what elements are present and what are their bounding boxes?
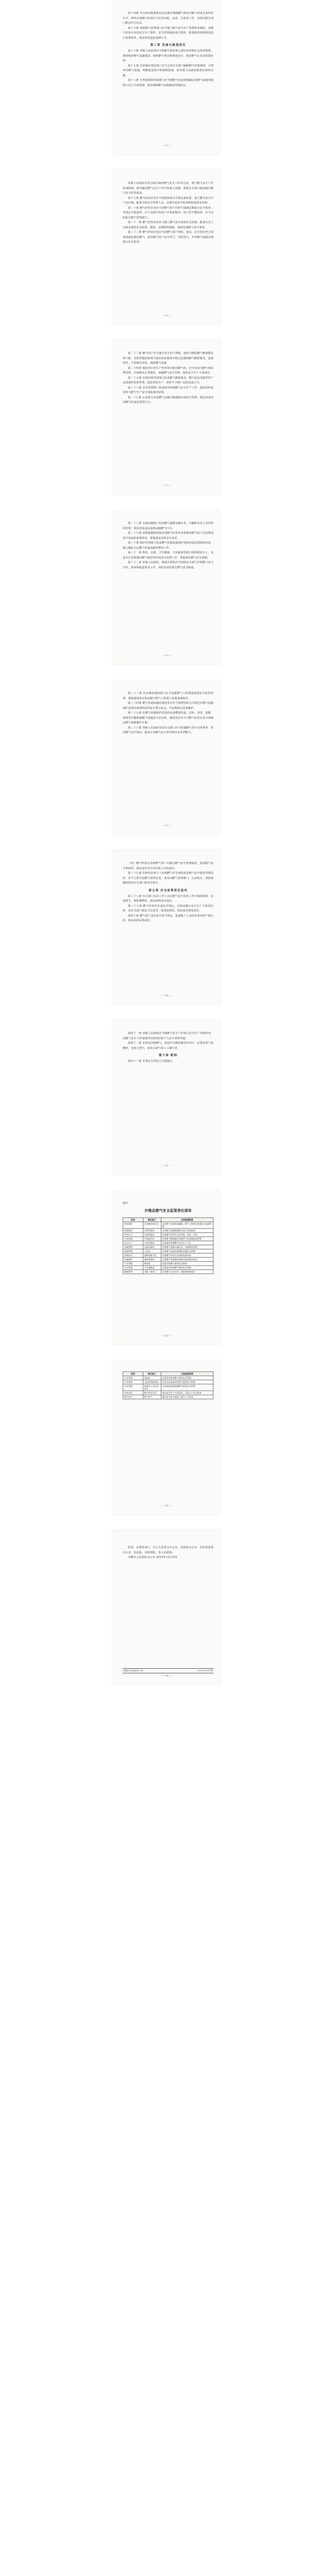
table-title: 沙雅县燃气安全监管责任清单 bbox=[144, 1208, 192, 1213]
table-cell: 运输管理 bbox=[123, 1245, 143, 1249]
column-header: 责任部门 bbox=[143, 1218, 161, 1222]
table-cell: 住房城乡建设局 bbox=[143, 1222, 161, 1229]
document-page bbox=[112, 680, 221, 835]
table-cell: 行业管理 bbox=[123, 1262, 143, 1266]
table-row bbox=[123, 1391, 213, 1395]
table-cell: 行业管理 bbox=[123, 1266, 143, 1270]
table-cell: 商务和工业信息化局 bbox=[143, 1384, 161, 1391]
paragraph: 第二十五条 市场监督管理部门负责燃气燃烧器具、燃气用具及配件等产品质量的监督管理，依法查处生产、销售不合格产品的违法行为。 bbox=[123, 376, 213, 384]
paragraph: 第二十七条 公安机关负责燃气运输车辆道路交通安全管理，依法查处涉及燃气的违法犯罪行为。 bbox=[123, 396, 213, 404]
table-cell: 负责医疗机构燃气使用安全管理 bbox=[161, 1266, 213, 1270]
table-cell: 负责指导协调燃气安全生产工作 bbox=[161, 1241, 213, 1245]
table-row bbox=[123, 1262, 213, 1266]
column-header: 类别 bbox=[123, 1372, 143, 1376]
table-cell: 规划建设 bbox=[123, 1222, 143, 1229]
page-number: — 11 — bbox=[161, 1164, 172, 1167]
table-cell: 行业管理 bbox=[123, 1376, 143, 1380]
table-cell: 负责燃气安全宣传、隐患排查和报告 bbox=[161, 1270, 213, 1274]
document-page bbox=[112, 340, 221, 495]
table-cell: 公安局 bbox=[143, 1249, 161, 1253]
table-row bbox=[123, 1222, 213, 1229]
document-page bbox=[112, 1020, 221, 1175]
table-cell: 负责养老机构燃气使用安全管理 bbox=[161, 1376, 213, 1380]
table-cell: 负责燃气经营企业消防监督检查 bbox=[161, 1253, 213, 1258]
colophon-bar bbox=[123, 1668, 213, 1673]
page-number: — 13 — bbox=[161, 1504, 172, 1507]
paragraph: 第四十条 燃气用户违反安全用气规定，造成他人人身伤害或者财产损失的，依法承担民事责任。 bbox=[123, 914, 213, 922]
footnote: 抄送：县委各部门，县人大常委会办公室，县政协办公室，县纪委监委办公室，县法院，县检察院，各人民团体。 bbox=[123, 1546, 213, 1554]
table-row bbox=[123, 1384, 213, 1391]
document-page bbox=[112, 0, 221, 155]
table-header-row bbox=[123, 1372, 213, 1376]
table-cell: 负责燃气运输车辆道路交通安全管理 bbox=[161, 1249, 213, 1253]
paragraph: 第二十一条 燃气经营企业应当建立燃气安全事故应急预案，配备应急人员和必要的应急装备、器材，定期组织演练，及时处置燃气安全事故。 bbox=[123, 221, 213, 229]
table-cell: 城市管理局 bbox=[143, 1258, 161, 1262]
document-page bbox=[112, 1190, 221, 1345]
paragraph: 第四十三条 本规定自印发之日起施行。 bbox=[128, 1060, 175, 1063]
table-cell: 市场监管局 bbox=[143, 1237, 161, 1241]
column-header: 责任部门 bbox=[143, 1372, 161, 1376]
responsibility-table bbox=[123, 1371, 213, 1399]
table-cell: 消防救援大队 bbox=[143, 1253, 161, 1258]
footnote: 沙雅县人民政府办公室 2023年12月印发 bbox=[128, 1556, 178, 1559]
table-row bbox=[123, 1270, 213, 1274]
table-cell: 卫生健康委 bbox=[143, 1266, 161, 1270]
table-cell: 行业管理 bbox=[123, 1380, 143, 1384]
chapter-heading: 第六章 附则 bbox=[159, 1054, 177, 1057]
table-cell: 民政局 bbox=[143, 1376, 161, 1380]
table-row bbox=[123, 1380, 213, 1384]
table-cell: 文化体育旅游局 bbox=[143, 1380, 161, 1384]
table-cell: 落实安全生产主体责任，开展入户安全检查 bbox=[161, 1391, 213, 1395]
paragraph: 第二十四条 餐饮等行业生产经营单位使用燃气的，应当安装可燃气体报警装置，并保障其正常使用，加强燃气安全管理，落实安全生产主体责任。 bbox=[123, 366, 213, 375]
paragraph: 第二十条 燃气经营企业应当对燃气用户的用气设施定期进行安全检查，发现安全隐患的，应当书面告知用户并督促整改；用户拒不整改的，应当及时报告燃气管理部门。 bbox=[123, 206, 213, 219]
paragraph: 第三十六条 各级人民政府及其有关部门应当加强燃气安全宣传教育，普及燃气安全知识，提高公众燃气安全意识和应急处置能力。 bbox=[123, 726, 213, 734]
document-page bbox=[112, 850, 221, 1005]
chapter-heading: 第五章 安全监管责任追究 bbox=[148, 889, 188, 892]
table-row bbox=[123, 1233, 213, 1237]
document-page bbox=[112, 1360, 221, 1515]
table-cell: 燃气用户 bbox=[143, 1395, 161, 1399]
table-row bbox=[123, 1245, 213, 1249]
table-cell: 行政审批局 bbox=[143, 1233, 161, 1237]
paragraph: 第四十二条 本规定所称燃气，是指作为燃料使用并符合一定要求的气体燃料，包括天然气、液化石油气和人工煤气等。 bbox=[123, 1042, 213, 1050]
paragraph: 第三十五条 在燃气设施保护范围内从事敷设管道、打桩、顶进、挖掘、钻探等可能影响燃气设施安全活动的，建设单位应当与燃气经营企业共同制定燃气设施保护方案。 bbox=[123, 711, 213, 724]
issue-date: 2023年12月印发 bbox=[197, 1669, 213, 1672]
paragraph: 第三十八条 有关部门及其工作人员在燃气安全监管工作中滥用职权、玩忽职守、徇私舞弊的，依法依规追究责任。 bbox=[123, 894, 213, 903]
table-cell: 交通运输局 bbox=[143, 1245, 161, 1249]
page-number: — 8 — bbox=[162, 654, 171, 657]
page-number: — 14 — bbox=[161, 1674, 172, 1677]
paragraph: 第十五条 各级燃气管理部门应当建立燃气安全生产监督检查制度，对燃气经营企业的安全生产条件、安全管理制度执行情况、隐患排查治理情况进行监督检查，依法查处违法违规行为。 bbox=[123, 26, 213, 40]
table-cell: 负责燃气燃烧器具及配件产品质量监督管理 bbox=[161, 1237, 213, 1241]
table-cell: 经营企业 bbox=[123, 1391, 143, 1395]
table-cell: 安全生产 bbox=[123, 1241, 143, 1245]
page-number: — 6 — bbox=[162, 314, 171, 317]
page-number: — 12 — bbox=[161, 1334, 172, 1337]
table-cell: 燃气经营企业 bbox=[143, 1391, 161, 1395]
table-cell: 教育局 bbox=[143, 1262, 161, 1266]
column-header: 类别 bbox=[123, 1218, 143, 1222]
page-number: — 7 — bbox=[162, 484, 171, 487]
paragraph: 第三十七条 任何单位和个人发现燃气安全事故或者燃气安全隐患等情况的，应当立即告知燃气经营企业，或者向燃气管理部门、公安机关、消防救援机构等有关部门和单位报告。 bbox=[123, 872, 213, 885]
paragraph: 第三十条 城市管理部门负责燃气管道设施保护范围内违法建设的查处，配合做好占压燃气管道设施的整治工作。 bbox=[123, 541, 213, 550]
table-cell: 自然资源局 bbox=[143, 1229, 161, 1233]
table-row bbox=[123, 1395, 213, 1399]
table-cell: 规划建设 bbox=[123, 1229, 143, 1233]
table-row bbox=[123, 1376, 213, 1380]
paragraph: 第二十九条 消防救援机构依法对燃气经营企业和使用燃气的人员密集场所开展消防监督检查，督促落实消防安全责任。 bbox=[123, 532, 213, 540]
table-cell: 负责燃气设施用地纳入国土空间规划 bbox=[161, 1229, 213, 1233]
paragraph: 第四十一条 各级人民政府应当将燃气安全工作纳入安全生产考核内容，对燃气安全工作成绩突出的单位和个人给予表彰奖励。 bbox=[123, 1032, 213, 1040]
table-row bbox=[123, 1241, 213, 1245]
paragraph: 第三十一条 教育、民政、卫生健康、文化旅游等部门按照职责分工，负责本行业领域内燃气使用单位的安全管理工作，督促落实燃气安全措施。 bbox=[123, 551, 213, 560]
table-row bbox=[123, 1249, 213, 1253]
table-cell: 负责学校燃气使用安全管理 bbox=[161, 1262, 213, 1266]
table-cell: 消防安全 bbox=[123, 1253, 143, 1258]
table-cell: 设施保护 bbox=[123, 1258, 143, 1262]
document-page bbox=[112, 1530, 221, 1685]
column-header: 主要监管职责 bbox=[161, 1218, 213, 1222]
responsibility-table bbox=[123, 1217, 213, 1274]
paragraph: 第十四条 市行政审批服务局负责落实城镇燃气和农村燃气供应企业经营许可，组织开展燃气经营许可证的审批、变更、注销等工作，及时向相关部门推送许可信息。 bbox=[123, 12, 213, 25]
paragraph: 第三十三条 住房城乡建设部门应当加强燃气工程建设质量安全监督管理，督促建设单位依法履行燃气工程竣工验收备案程序。 bbox=[123, 692, 213, 700]
page-number: — 5 — bbox=[162, 144, 171, 147]
table-row bbox=[123, 1229, 213, 1233]
table-cell: 应急管理局 bbox=[143, 1241, 161, 1245]
table-cell: 燃气用户 bbox=[123, 1395, 143, 1399]
table-cell: 行业管理 bbox=[123, 1384, 143, 1391]
chapter-heading: 第三章 发展与规划责任 bbox=[150, 44, 186, 47]
table-cell: 负责文化旅游场所燃气使用安全管理 bbox=[161, 1380, 213, 1384]
page-number: — 9 — bbox=[162, 824, 171, 827]
table-cell: 负责燃气道路运输企业、车辆资质管理 bbox=[161, 1245, 213, 1249]
paragraph: 第三十九条 燃气经营企业违反本规定，未依法履行安全生产主体责任的，由有关部门依法予以处罚；构成犯罪的，依法追究刑事责任。 bbox=[123, 904, 213, 912]
paragraph: 第三十四条 燃气管道设施的建设单位应当按照国家有关规定在燃气设施保护范围内设置明显的安全警示标志，并定期进行巡查维护。 bbox=[123, 702, 213, 710]
table-cell: 产品质量 bbox=[123, 1237, 143, 1241]
paragraph: 第三十二条 乡镇人民政府、街道办事处应当协助有关部门开展燃气安全宣传、检查和隐患排查工作，及时发现并报告燃气安全隐患。 bbox=[123, 561, 213, 569]
paragraph: （四）燃气经营企业和燃气用户未履行燃气安全管理职责，造成燃气安全事故的，依法追究有关单位和人员的责任。 bbox=[123, 862, 213, 870]
table-header-row bbox=[123, 1218, 213, 1222]
table-row bbox=[123, 1258, 213, 1262]
paragraph: 第十六条 各级人民政府应当将燃气事业纳入国民经济和社会发展规划，统筹城乡燃气设施建设，保障燃气供应和使用安全，推动燃气行业高质量发展。 bbox=[123, 49, 213, 62]
paragraph: 第二十三条 燃气用户应当遵守安全用气规则，使用合格的燃气燃烧器具和气瓶，及时更换国家明令淘汰或者使用年限已届满的燃气燃烧器具、连接管等，不得擅自改装、拆除燃气设施。 bbox=[123, 352, 213, 365]
table-cell: 负责燃气发展规划编制、燃气工程建设质量安全监督管理 bbox=[161, 1222, 213, 1229]
paragraph: 第十七条 住房城乡建设部门应当会同有关部门编制燃气发展规划，合理布局燃气设施，明确建设时序和保障措施，报本级人民政府批准后组织实施。 bbox=[123, 64, 213, 77]
attachment-label: 附件 bbox=[123, 1202, 128, 1205]
table-cell: 负责燃气经营许可证审批、变更、注销 bbox=[161, 1233, 213, 1237]
table-cell: 运输管理 bbox=[123, 1249, 143, 1253]
table-cell: 遵守安全用气规则，配合入户检查 bbox=[161, 1395, 213, 1399]
table-cell: 乡镇（街道） bbox=[143, 1270, 161, 1274]
table-row bbox=[123, 1237, 213, 1241]
paragraph: 第十八条 自然资源和规划部门应当将燃气发展规划确定的燃气设施用地纳入国土空间规划，依法保障燃气设施建设用地需求。 bbox=[123, 79, 213, 87]
paragraph: 第二十二条 燃气经营企业应当向燃气用户持续、稳定、安全供应符合国家质量标准的燃气，指导燃气用户安全用气、节约用气，并对燃气设施定期进行安全检查。 bbox=[123, 231, 213, 244]
table-cell: 属地管理 bbox=[123, 1270, 143, 1274]
page-number: — 10 — bbox=[161, 994, 172, 997]
column-header: 主要监管职责 bbox=[161, 1372, 213, 1376]
table-row bbox=[123, 1253, 213, 1258]
table-row bbox=[123, 1266, 213, 1270]
table-cell: 经营许可 bbox=[123, 1233, 143, 1237]
paragraph: 第二十八条 交通运输部门负责燃气道路运输企业、车辆和从业人员的资质管理，依法查处违法违规运输燃气行为。 bbox=[123, 522, 213, 530]
issuer-label: 沙雅县人民政府办公室 bbox=[123, 1669, 143, 1672]
paragraph: 第二十六条 应急管理部门负责指导协调燃气安全生产工作，依法组织或者参与燃气生产安全事故调查处理。 bbox=[123, 386, 213, 394]
paragraph: 第十九条 燃气经营企业应当按照国家有关规定和标准，建立健全安全生产责任制，配备专职安全管理人员，定期开展安全检查和隐患排查治理。 bbox=[123, 196, 213, 205]
document-page bbox=[112, 170, 221, 325]
document-page bbox=[112, 510, 221, 665]
footnotes bbox=[123, 1546, 213, 1561]
paragraph: 各级人民政府对本行政区域内燃气安全工作负总责，建立燃气安全工作协调机制，研究解决燃气安全工作中的重大问题，督促有关部门依法履行燃气安全监管职责。 bbox=[123, 182, 213, 195]
table-cell: 负责商贸流通领域燃气使用安全管理 bbox=[161, 1384, 213, 1391]
table-cell: 负责燃气管道保护范围内违法建设查处 bbox=[161, 1258, 213, 1262]
